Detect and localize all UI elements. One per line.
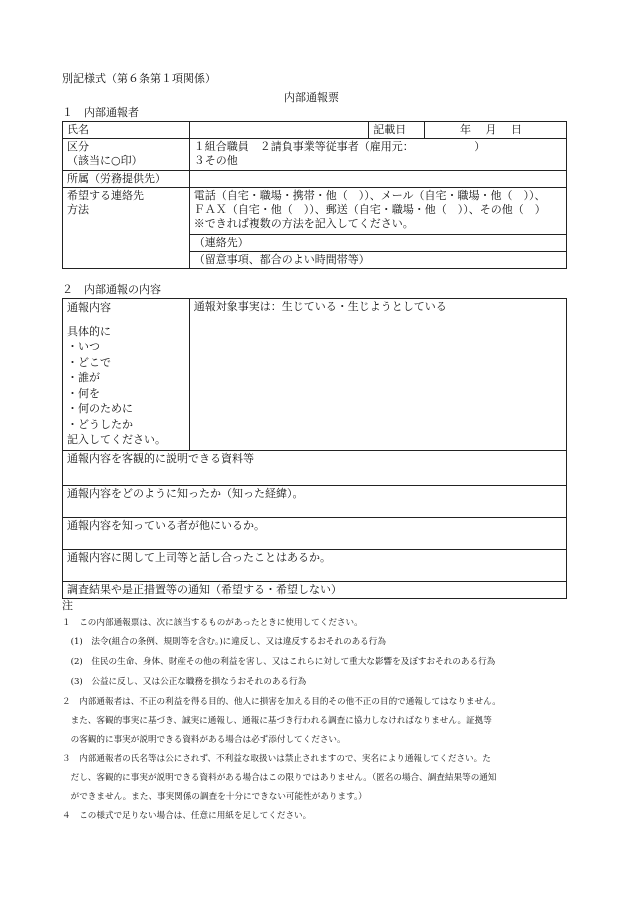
category-line-1: １組合職員 ２請負事業等従事者（雇用元： ） bbox=[193, 140, 486, 153]
guide-line: ・どこで bbox=[67, 355, 111, 369]
guide-line: ・どうしたか bbox=[67, 417, 133, 431]
category-label-cell bbox=[63, 139, 190, 171]
affiliation-field[interactable] bbox=[189, 171, 566, 188]
contact-line-3: ※できれば複数の方法を記入してください。 bbox=[193, 217, 414, 230]
consulted-field[interactable]: 通報内容に関して上司等と話し合ったことはあるか。 bbox=[63, 550, 567, 582]
how-known-row bbox=[63, 486, 567, 518]
date-field[interactable]: 年 月 日 bbox=[425, 122, 567, 139]
note-line: (1) 法令(組合の条例、規則等を含む。)に違反し、又は違反するおそれのある行為 bbox=[62, 637, 386, 647]
others-know-field[interactable]: 通報内容を知っている者が他にいるか。 bbox=[63, 518, 567, 550]
contact-label-cell bbox=[63, 188, 190, 269]
category-row bbox=[63, 139, 567, 171]
reporter-table bbox=[62, 121, 567, 269]
note-line: (3) 公益に反し、又は公正な職務を損なうおそれのある行為 bbox=[62, 677, 307, 687]
notes-heading: 注 bbox=[62, 599, 73, 612]
name-label: 氏名 bbox=[63, 122, 190, 139]
guide-line: ・何を bbox=[67, 386, 100, 400]
how-known-field[interactable]: 通報内容をどのように知ったか（知った経緯）。 bbox=[63, 486, 567, 518]
note-line: ができません。また、事実関係の調査を十分にできない可能性があります。） bbox=[62, 792, 367, 802]
guide-line: 具体的に bbox=[67, 324, 111, 338]
guide-line: ・誰が bbox=[67, 371, 100, 384]
contact-method-options[interactable] bbox=[189, 188, 566, 235]
contact-destination-field[interactable]: （連絡先） bbox=[189, 235, 566, 252]
note-line: ２ 内部通報者は、不正の利益を得る目的、他人に損害を加える目的その他不正の目的で通報してはなりません。 bbox=[62, 697, 501, 707]
category-sublabel: （該当に○印） bbox=[67, 154, 143, 167]
consulted-row bbox=[63, 550, 567, 582]
content-row bbox=[63, 299, 567, 451]
section1-heading: １ 内部通報者 bbox=[62, 106, 139, 119]
guide-line: 記入してください。 bbox=[67, 433, 166, 446]
contact-label-2: 方法 bbox=[67, 203, 89, 216]
note-line: だし、客観的に事実が説明できる資料がある場合はこの限りではありません。（匿名の場合、調査結果等の通知 bbox=[62, 773, 497, 783]
note-line: また、客観的事実に基づき、誠実に通報し、通報に基づき行われる調査に協力しなければなりません。証拠等 bbox=[62, 716, 492, 726]
content-field[interactable]: 通報対象事実は：生じている・生じようとしている bbox=[189, 299, 566, 451]
contact-notes-field[interactable]: （留意事項、都合のよい時間帯等） bbox=[189, 252, 566, 269]
contact-line-2: ＦＡＸ（自宅・他（ ））、郵送（自宅・職場・他（ ））、その他（ ） bbox=[193, 203, 546, 216]
form-label: 別記様式（第６条第１項関係） bbox=[62, 72, 216, 85]
note-line: １ この内部通報票は、次に該当するものがあったときに使用してください。 bbox=[62, 618, 363, 628]
note-line: ４ この様式で足りない場合は、任意に用紙を足してください。 bbox=[62, 811, 312, 821]
note-line: の客観的に事実が説明できる資料がある場合は必ず添付してください。 bbox=[62, 735, 346, 745]
report-content-table bbox=[62, 298, 567, 599]
affiliation-row bbox=[63, 171, 567, 188]
page-title: 内部通報票 bbox=[284, 91, 339, 104]
date-label: 記載日 bbox=[369, 122, 425, 139]
name-field[interactable] bbox=[189, 122, 369, 139]
materials-row bbox=[63, 451, 567, 486]
contact-method-row bbox=[63, 188, 567, 235]
others-know-row bbox=[63, 518, 567, 550]
name-row bbox=[63, 122, 567, 139]
notification-field[interactable]: 調査結果や是正措置等の通知（希望する・希望しない） bbox=[63, 582, 567, 599]
content-label: 通報内容 bbox=[67, 301, 111, 314]
category-label: 区分 bbox=[67, 140, 89, 153]
section2-heading: ２ 内部通報の内容 bbox=[62, 283, 161, 296]
materials-field[interactable]: 通報内容を客観的に説明できる資料等 bbox=[63, 451, 567, 486]
contact-line-1: 電話（自宅・職場・携帯・他（ ））、メール（自宅・職場・他（ ））、 bbox=[193, 189, 546, 202]
note-line: (2) 住民の生命、身体、財産その他の利益を害し、又はこれらに対して重大な影響を及ぼすおそれのある行為 bbox=[62, 657, 496, 667]
contact-label-1: 希望する連絡先 bbox=[67, 189, 144, 202]
category-options[interactable] bbox=[189, 139, 566, 171]
notification-row bbox=[63, 582, 567, 599]
category-line-2: ３その他 bbox=[193, 154, 238, 167]
guide-line: ・いつ bbox=[67, 340, 100, 353]
note-line: ３ 内部通報者の氏名等は公にされず、不利益な取扱いは禁止されますので、実名により通報してください。た bbox=[62, 754, 491, 764]
affiliation-label: 所属（労務提供先） bbox=[63, 171, 190, 188]
content-label-cell bbox=[63, 299, 190, 451]
guide-line: ・何のために bbox=[67, 402, 133, 415]
